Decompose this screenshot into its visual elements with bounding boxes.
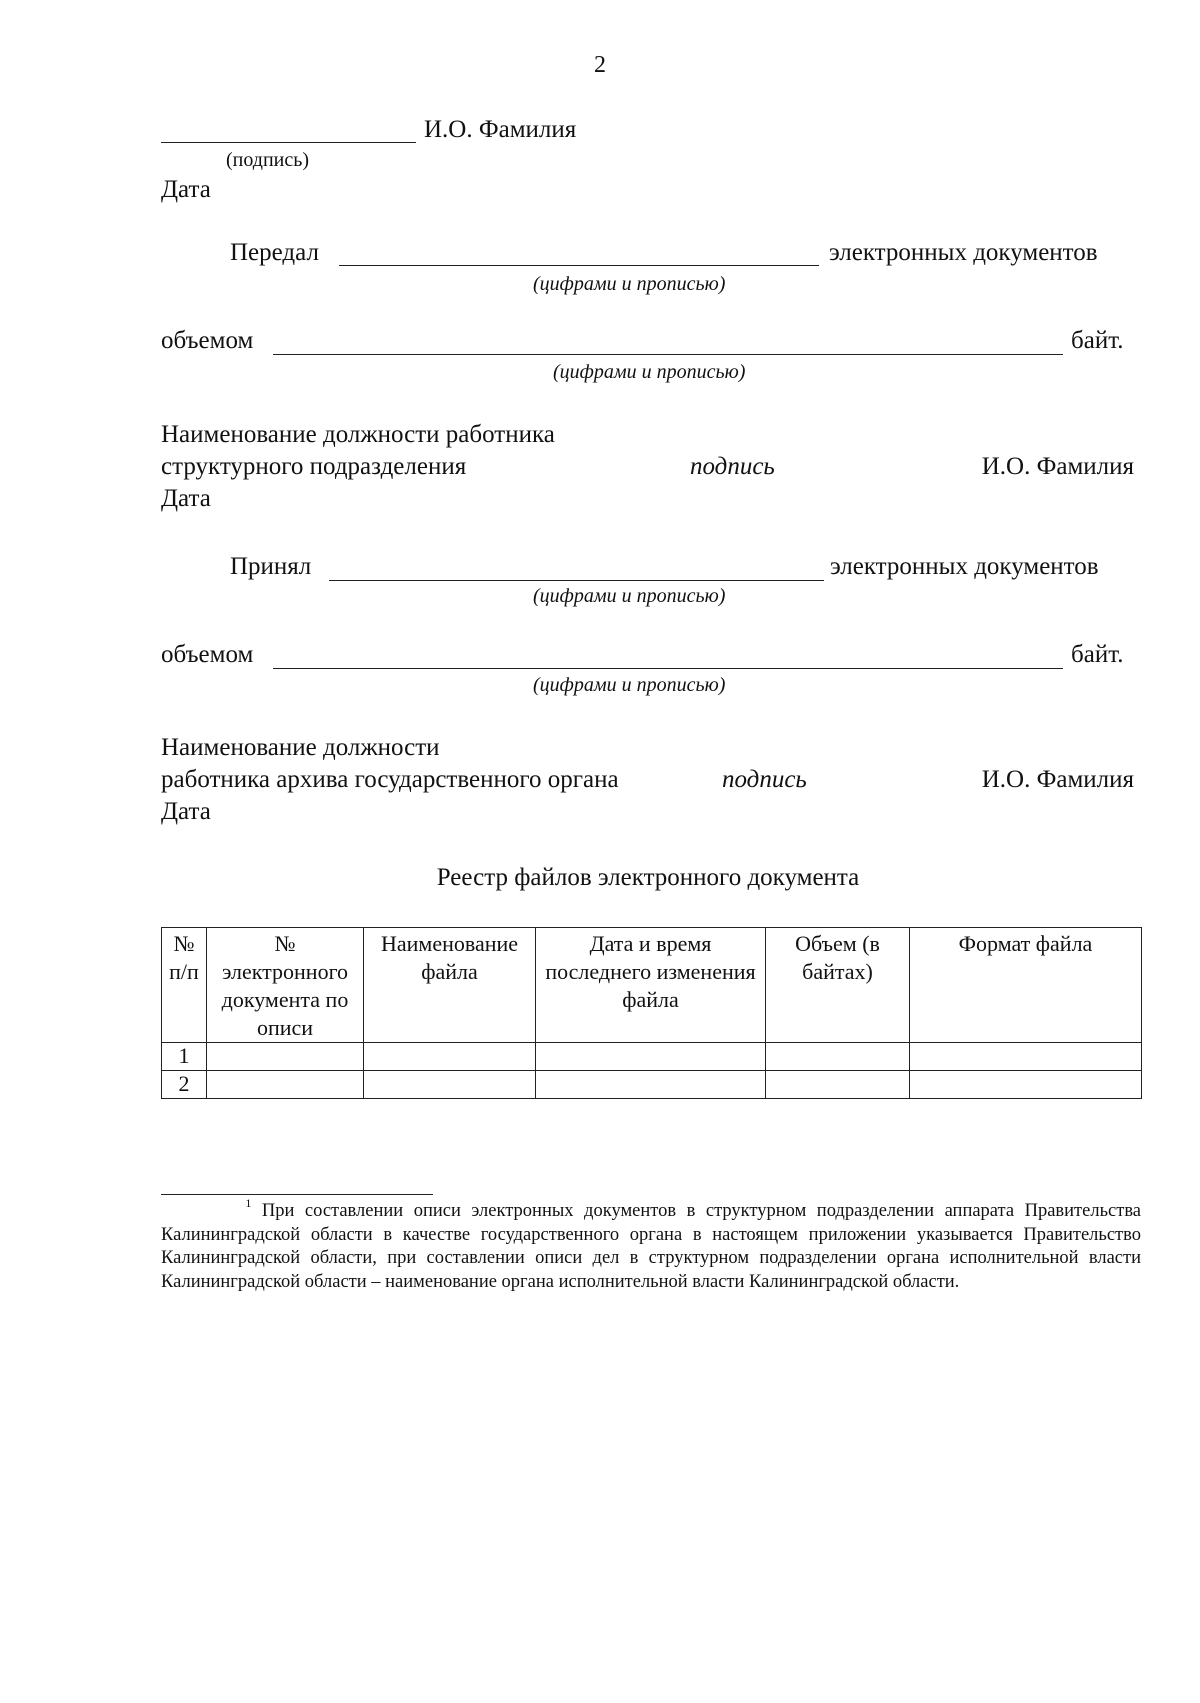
table-cell xyxy=(364,1071,536,1099)
signature-line xyxy=(161,142,416,143)
signature-caption: (подпись) xyxy=(226,149,310,171)
table-cell xyxy=(207,1071,364,1099)
receiver-position-line2: работника архива государственного органа xyxy=(161,766,619,793)
accepted-volume-suffix: байт. xyxy=(1071,641,1124,668)
handed-volume-label: объемом xyxy=(161,327,254,354)
signature-date-label: Дата xyxy=(161,176,211,203)
handed-over-suffix: электронных документов xyxy=(829,239,1098,266)
accepted-volume-caption: (цифрами и прописью) xyxy=(533,674,726,696)
accepted-caption: (цифрами и прописью) xyxy=(533,585,726,607)
registry-header-row xyxy=(162,928,1142,1043)
sender-name: И.О. Фамилия xyxy=(981,453,1134,480)
handed-over-label: Передал xyxy=(230,239,319,266)
table-cell xyxy=(766,1043,910,1071)
sender-position-line1: Наименование должности работника xyxy=(161,421,555,448)
handed-over-caption: (цифрами и прописью) xyxy=(533,273,726,295)
accepted-volume-label: объемом xyxy=(161,641,254,668)
footnote-text: При составлении описи электронных документов в структурном подразделении аппарата Правительства Калининградской области в качестве государственного органа в настоящем приложении указывается Правительство Калининградской области, при составлении описи дел в структурном подразделении органа исполнительной власти Калининградской области – наименование органа исполнительной власти Калининградской области. xyxy=(161,1201,1142,1292)
sender-signature: подпись xyxy=(690,453,775,480)
handed-volume-suffix: байт. xyxy=(1071,327,1124,354)
page-number: 2 xyxy=(594,52,606,78)
handed-volume-line xyxy=(273,354,1063,355)
accepted-suffix: электронных документов xyxy=(830,553,1099,580)
table-cell xyxy=(364,1043,536,1071)
table-row xyxy=(162,1071,1142,1099)
table-cell xyxy=(536,1071,766,1099)
registry-table xyxy=(161,927,1142,1099)
accepted-volume-line xyxy=(273,668,1063,669)
accepted-label: Принял xyxy=(230,553,312,580)
handed-over-count-line xyxy=(339,265,819,266)
table-cell xyxy=(910,1043,1142,1071)
header-modified-datetime: Дата и время последнего изменения файла xyxy=(536,928,766,1043)
header-file-format: Формат файла xyxy=(910,928,1142,1043)
table-cell xyxy=(207,1043,364,1071)
row-number: 1 xyxy=(162,1043,207,1071)
header-size: Объем (в байтах) xyxy=(766,928,910,1043)
receiver-name: И.О. Фамилия xyxy=(981,766,1134,793)
receiver-position-line1: Наименование должности xyxy=(161,734,440,761)
accepted-count-line xyxy=(329,580,824,581)
sender-date-label: Дата xyxy=(161,485,211,512)
table-cell xyxy=(910,1071,1142,1099)
registry-title: Реестр файлов электронного документа xyxy=(436,864,860,891)
footnote-marker: 1 xyxy=(245,1195,252,1210)
table-row xyxy=(162,1043,1142,1071)
receiver-signature: подпись xyxy=(722,766,807,793)
table-cell xyxy=(536,1043,766,1071)
handed-volume-caption: (цифрами и прописью) xyxy=(553,361,746,383)
receiver-date-label: Дата xyxy=(161,798,211,825)
header-file-name: Наименование файла xyxy=(364,928,536,1043)
row-number: 2 xyxy=(162,1071,207,1099)
signature-name: И.О. Фамилия xyxy=(424,116,577,143)
footnote xyxy=(161,1195,1142,1294)
table-cell xyxy=(766,1071,910,1099)
header-document-number: № электронного документа по описи xyxy=(207,928,364,1043)
sender-position-line2: структурного подразделения xyxy=(161,453,467,480)
footnote-rule xyxy=(161,1194,433,1195)
header-number: № п/п xyxy=(162,928,207,1043)
